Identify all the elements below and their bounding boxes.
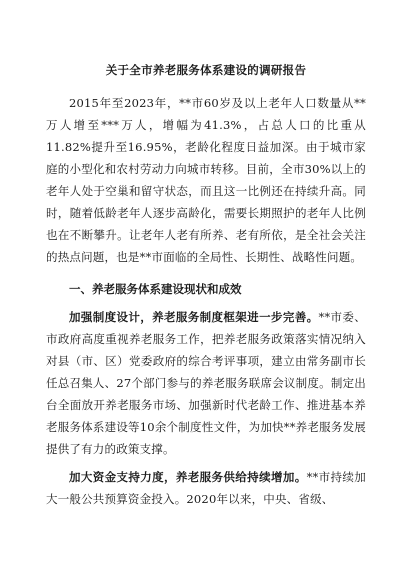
body-paragraph-1: [46, 306, 366, 460]
document-title: 关于全市养老服务体系建设的调研报告: [105, 63, 307, 77]
body-paragraph-2: [46, 466, 366, 510]
paragraph-body: **市持续加大一般公共预算资金投入。2020年以来，中央、省级、: [46, 470, 366, 506]
paragraph-lead: 加强制度设计，养老服务制度框架进一步完善。: [69, 310, 319, 324]
intro-paragraph: 2015年至2023年，**市60岁及以上老年人口数量从**万人增至***万人，增幅为41.3%，占总人口的比重从11.82%提升至16.95%，老龄化程度日益加深。由于城市家庭的小型化和农村劳动力向城市转移。目前，全市30%以上的老年人处于空巢和留守状态，而且这一比例还在持续升高。同时，随着低龄老年人逐步高龄化，需要长期照护的老年人比例也在不断攀升。让老年人老有所养、老有所依，是全社会关注的热点问题，也是**市面临的全局性、长期性、战略性问题。: [46, 96, 366, 264]
section-heading: 一、养老服务体系建设现状和成效: [69, 282, 242, 296]
paragraph-body: **市委、市政府高度重视养老服务工作，把养老服务政策落实情况纳入对县（市、区）党委政府的综合考评事项，建立由常务副市长任总召集人、27个部门参与的养老服务联席会议制度。制定出台全面放开养老服务市场、加强新时代老龄工作、推进基本养老服务体系建设等10余个制度性文件，为加快**养老服务发展提供了有力的政策支撑。: [46, 310, 367, 456]
paragraph-lead: 加大资金支持力度，养老服务供给持续增加。: [69, 470, 307, 484]
